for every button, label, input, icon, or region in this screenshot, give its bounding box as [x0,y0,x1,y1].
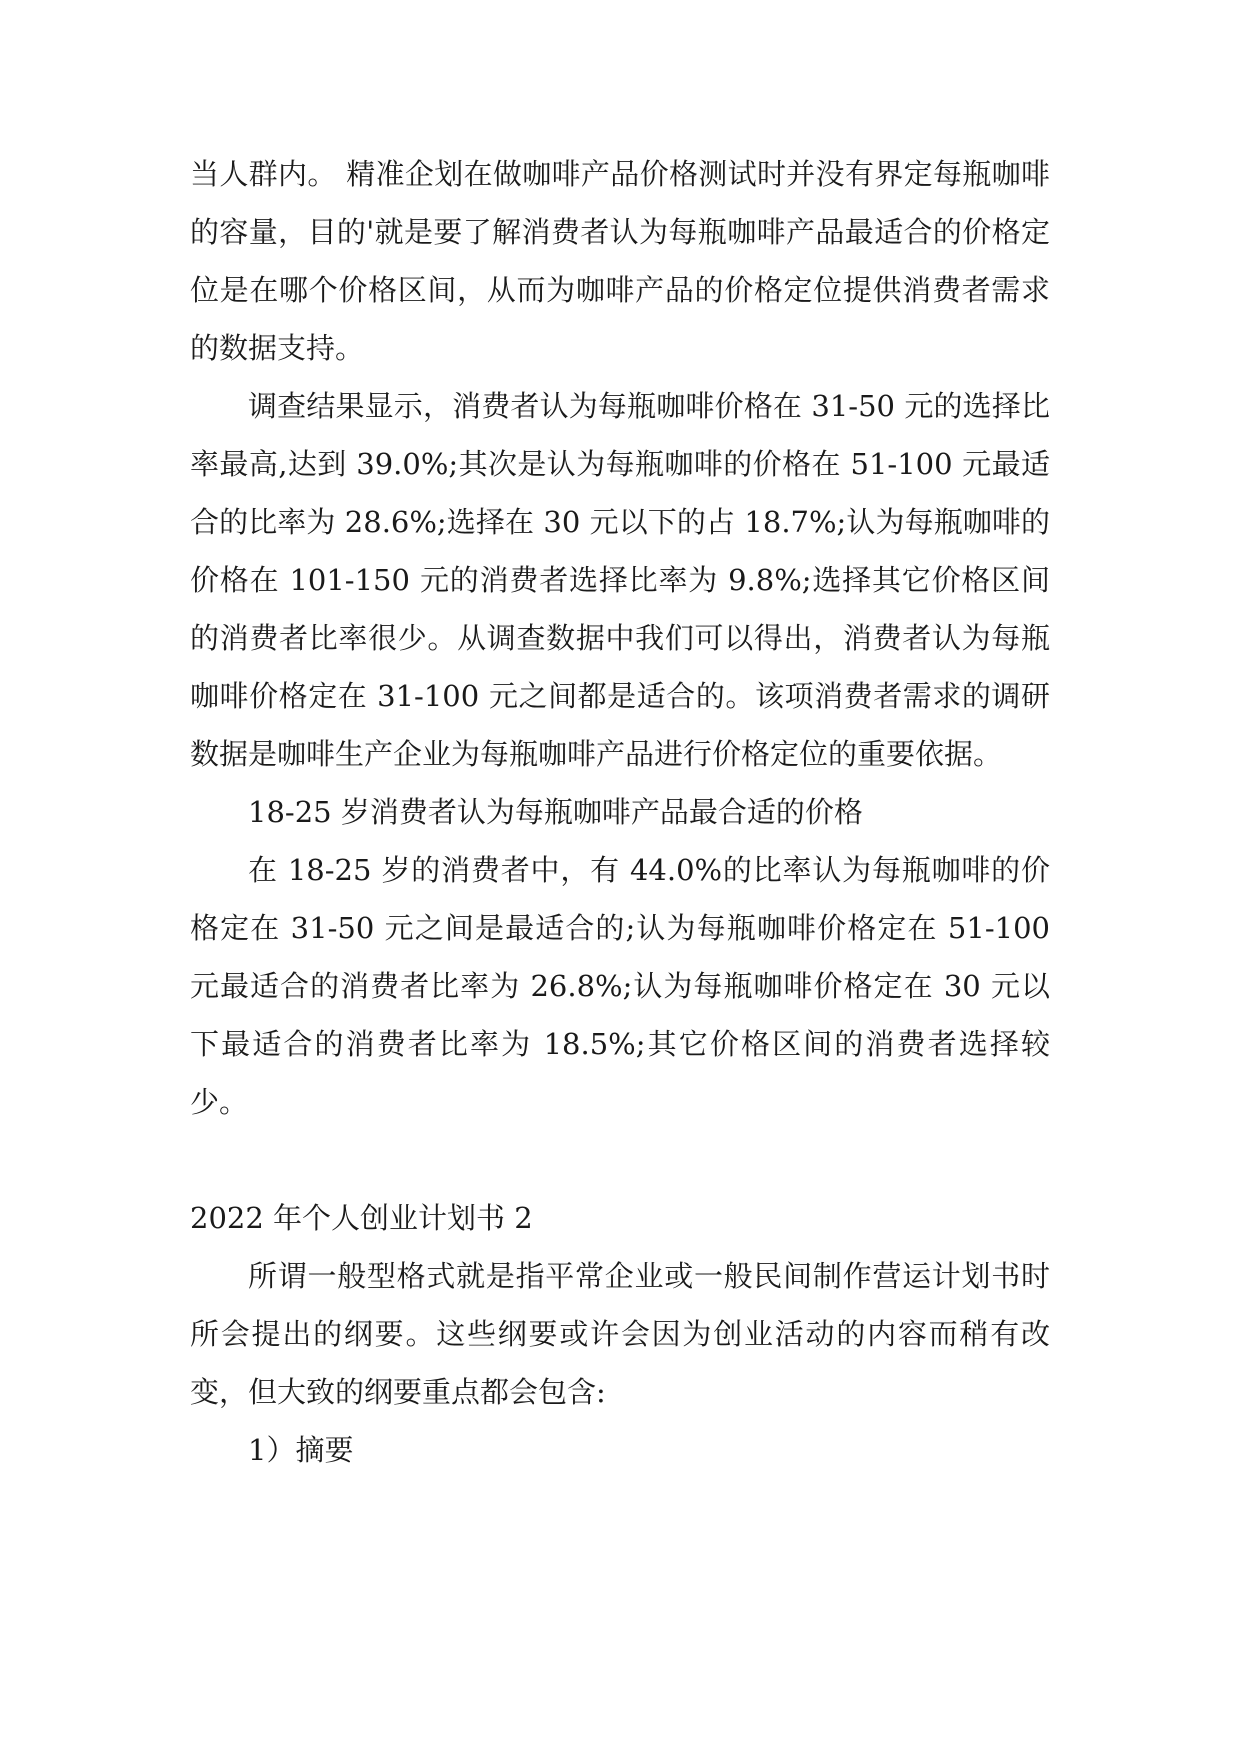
paragraph-1: 当人群内。 精准企划在做咖啡产品价格测试时并没有界定每瓶咖啡的容量，目的'就是要了解消费者认为每瓶咖啡产品最适合的价格定位是在哪个价格区间，从而为咖啡产品的价格定位提供消费者需求的数据支持。 [190,157,1050,365]
section-spacer [190,1131,1050,1189]
paragraph-2: 调查结果显示，消费者认为每瓶咖啡价格在 31-50 元的选择比率最高,达到 39.0%;其次是认为每瓶咖啡的价格在 51-100 元最适合的比率为 28.6%;选择在 30 元以下的占 18.7%;认为每瓶咖啡的价格在 101-150 元的消费者选择比率为 9.8%;选择其它价格区间的消费者比率很少。从调查数据中我们可以得出，消费者认为每瓶咖啡价格定在 31-100 元之间都是适合的。该项消费者需求的调研数据是咖啡生产企业为每瓶咖啡产品进行价格定位的重要依据。 [190,389,1050,771]
paragraph-3: 18-25 岁消费者认为每瓶咖啡产品最合适的价格 [248,795,863,829]
paragraph-5: 所谓一般型格式就是指平常企业或一般民间制作营运计划书时所会提出的纲要。这些纲要或许会因为创业活动的内容而稍有改变，但大致的纲要重点都会包含: [190,1259,1050,1409]
section-title: 2022 年个人创业计划书 2 [190,1201,533,1235]
paragraph-4: 在 18-25 岁的消费者中，有 44.0%的比率认为每瓶咖啡的价格定在 31-50 元之间是最适合的;认为每瓶咖啡价格定在 51-100 元最适合的消费者比率为 26.8%;认为每瓶咖啡价格定在 30 元以下最适合的消费者比率为 18.5%;其它价格区间的消费者选择较少。 [190,853,1050,1119]
paragraph-6: 1）摘要 [248,1433,354,1467]
document-page [190,145,1050,1479]
